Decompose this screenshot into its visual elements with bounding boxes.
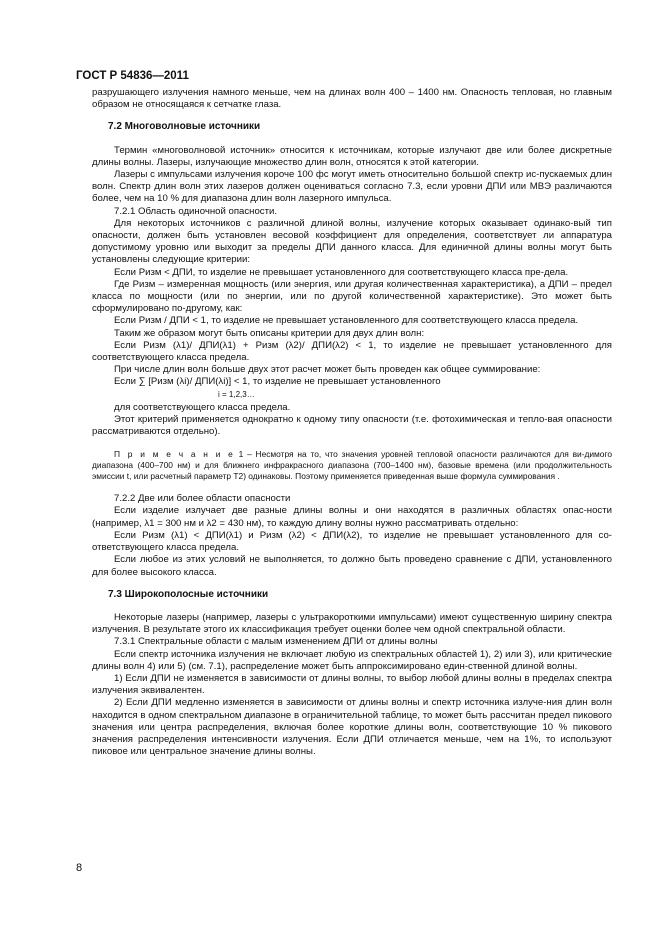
subsection-7-2-1-title: 7.2.1 Область одиночной опасности. (114, 205, 277, 217)
paragraph: Если изделие излучает две разные длины волны и они находятся в различных областях опас-ности (например, λ1 = 300 нм и λ2 = 430 нм), то каждую длину волны нужно рассматривать отдельно: (92, 505, 612, 529)
intro-paragraph: разрушающего излучения намного меньше, чем на длинах волн 400 – 1400 нм. Опасность тепловая, но главным образом не относящаяся к сетчатке глаза. (92, 87, 612, 111)
section-7-2-title: 7.2 Многоволновые источники (108, 121, 261, 133)
criterion: Если ∑ [Pизм (λi)/ ДПИ(λi)] < 1, то изделие не превышает установленного (114, 376, 441, 388)
note-label: П р и м е ч а н и е (114, 449, 235, 460)
paragraph: Этот критерий применяется однократно к одному типу опасности (т.е. фотохимическая и тепло-вая опасности рассматриваются отдельно). (92, 413, 612, 438)
page-number: 8 (76, 862, 83, 874)
paragraph: Некоторые лазеры (например, лазеры с ультракороткими импульсами) имеют существенную ширину спектра излучения. В результате этого их классификация требует оценки более чем одной спектральной области. (92, 611, 612, 636)
criterion-continued: для соответствующего класса предела. (114, 401, 291, 413)
paragraph: Если любое из этих условий не выполняется, то должно быть проведено сравнение с ДПИ, установленного для более высокого класса. (92, 554, 612, 578)
paragraph: Для некоторых источников с различной длиной волны, излучение которых оказывает одинако-вый тип опасности, должен быть установлен весовой коэффициент для определения, соответствует ли аппаратура допустимому уровню или выходит за пределы ДПИ данного класса. Для единичной длины волны могут быть установлены следующие критерии: (92, 217, 612, 266)
sum-index: i = 1,2,3… (218, 389, 255, 399)
list-item: 2) Если ДПИ медленно изменяется в зависимости от длины волны и спектр источника излуче-ния длин волн находится в одном спектральном диапазоне в ограничительной таблице, то может быть рассчитан предел пикового значения или центра распределения, включая более короткие длины волн, соответствующие 10 % пикового значения распределения интенсивности излучения. Если ДПИ отличается меньше, чем на 1%, то используют пиковое или центральное значение длины волны. (92, 697, 612, 758)
criterion: Если Pизм (λ1)/ ДПИ(λ1) + Pизм (λ2)/ ДПИ(λ2) < 1, то изделие не превышает установленного для соответствующего класса предела. (92, 339, 612, 364)
paragraph: Таким же образом могут быть описаны критерии для двух длин волн: (114, 327, 425, 339)
note (92, 449, 612, 482)
paragraph: Где Pизм – измеренная мощность (или энергия, или другая количественная характеристика), а ДПИ – предел класса по мощности (или по энергии, или по другой количественной характеристике). Это может быть сформулировано по-другому, как: (92, 278, 612, 315)
document-body (92, 87, 612, 758)
list-item: 1) Если ДПИ не изменяется в зависимости от длины волны, то выбор любой длины волны в пределах спектра излучения эквивалентен. (92, 672, 612, 697)
subsection-7-3-1-title: 7.3.1 Спектральные области с малым изменением ДПИ от длины волны (114, 636, 438, 648)
paragraph: Термин «многоволновой источник» относится к источникам, которые излучают две или более дискретные длины волны. Лазеры, излучающие множество длин волн, относятся к этой категории. (92, 144, 612, 168)
criterion: Если Pизм / ДПИ < 1, то изделие не превышает установленного для соответствующего класса предела. (114, 315, 579, 327)
paragraph: Если спектр источника излучения не включает любую из спектральных областей 1), 2) или 3), или критические длины волн 4) или 5) (см. 7.1), распределение может быть аппроксимировано един-ственной длиной волны. (92, 648, 612, 672)
subsection-7-2-2-title: 7.2.2 Две или более области опасности (114, 493, 291, 505)
section-7-3-title: 7.3 Широкополосные источники (108, 588, 269, 600)
paragraph: При числе длин волн больше двух этот расчет может быть проведен как общее суммирование: (114, 364, 541, 376)
note-text: 1 – Несмотря на то, что значения уровней тепловой опасности различаются для ви-димого диапазона (400–700 нм) и для ближнего инфракрасного диапазона (700–1400 нм), базовые времена (или продолжительность эмиссии t, или расчетный параметр T2) одинаковы. Поэтому применяется приведенная выше формула суммирования . (92, 449, 612, 482)
paragraph: Лазеры с импульсами излучения короче 100 фс могут иметь относительно большой спектр ис-пускаемых длин волн. Спектр длин волн этих лазеров должен оцениваться согласно 7.3, если уровни ДПИ или МВЭ различаются более, чем на 10 % для диапазона длин волн лазерного импульса. (92, 169, 612, 205)
criterion: Если Pизм < ДПИ, то изделие не превышает установленного для соответствующего класса пре-дела. (114, 266, 569, 278)
document-header: ГОСТ Р 54836—2011 (76, 70, 189, 82)
criterion: Если Pизм (λ1) < ДПИ(λ1) и Pизм (λ2) < ДПИ(λ2), то изделие не превышает установленного для со-ответствующего класса предела. (92, 529, 612, 554)
